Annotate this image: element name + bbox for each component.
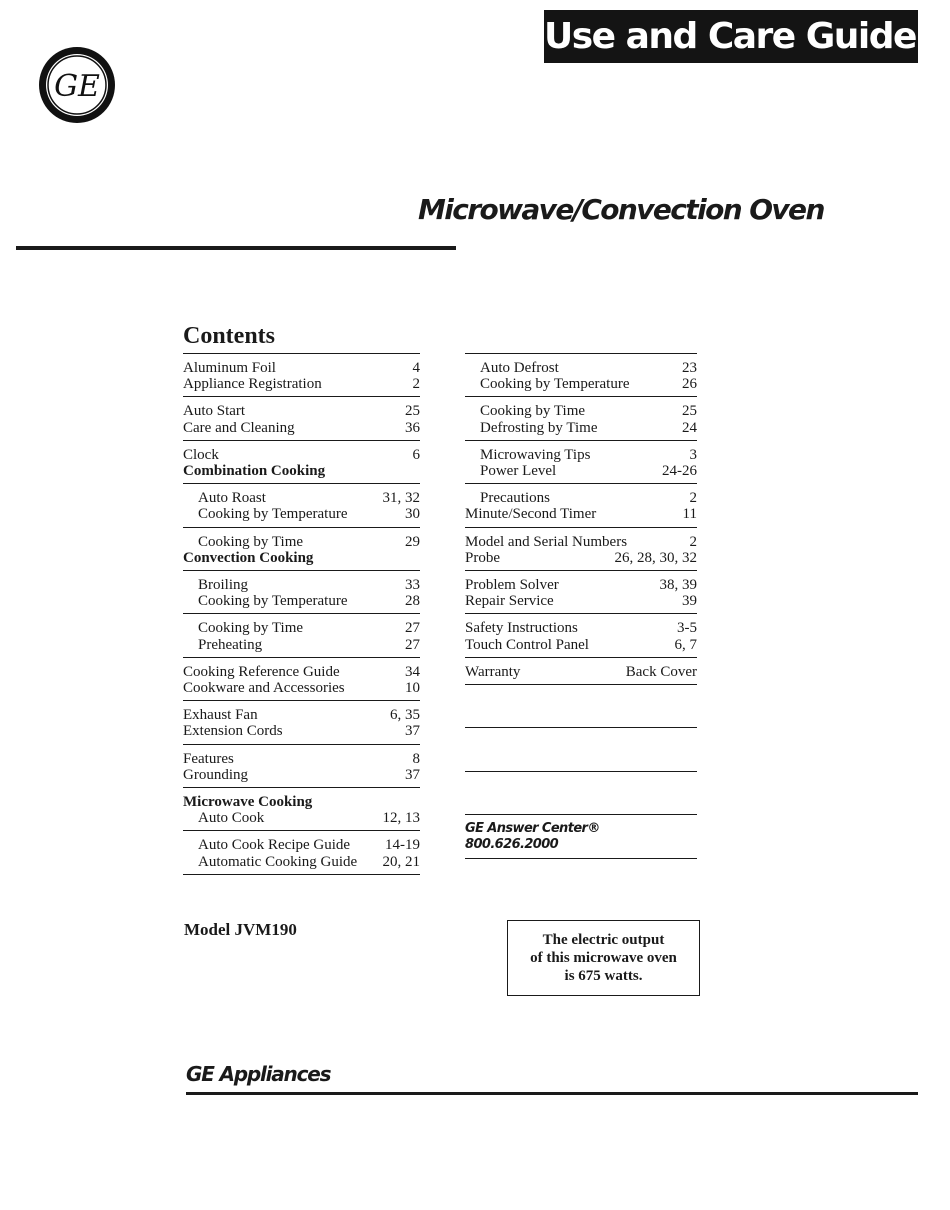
output-note-line: The electric output (542, 932, 665, 948)
entry-label: Safety Instructions (465, 620, 578, 637)
entry-label: Precautions (480, 490, 550, 507)
contents-group (183, 527, 420, 570)
entry-page: 2 (689, 490, 697, 507)
entry-label: Warranty (465, 663, 521, 680)
entry-page: 27 (405, 636, 420, 653)
entry-page: 38, 39 (659, 577, 697, 594)
entry-page: 25 (682, 403, 697, 420)
entry-label: Automatic Cooking Guide (198, 853, 358, 870)
entry-page: 34 (405, 663, 420, 680)
contents-entry[interactable] (465, 376, 697, 392)
entry-label: 800.626.2000 (465, 837, 559, 853)
contents-entry[interactable] (465, 593, 697, 609)
contents-entry[interactable] (183, 463, 420, 479)
entry-page: 37 (405, 723, 420, 740)
entry-label: Cooking by Temperature (480, 376, 630, 393)
entry-label: Auto Roast (198, 490, 266, 507)
answer-center-line[interactable] (465, 837, 697, 853)
entry-page: 26, 28, 30, 32 (614, 549, 697, 566)
contents-entry[interactable] (183, 360, 420, 376)
contents-entry[interactable] (183, 794, 420, 810)
entry-page: 12, 13 (382, 810, 420, 827)
contents-group (183, 483, 420, 526)
contents-group (465, 771, 697, 814)
contents-entry[interactable] (183, 577, 420, 593)
entry-label: Cooking by Time (198, 620, 304, 637)
contents-group (183, 440, 420, 483)
contents-group (465, 353, 697, 396)
ge-monogram-logo (38, 46, 116, 124)
entry-label: Grounding (183, 766, 248, 783)
entry-label: Defrosting by Time (480, 419, 598, 436)
entry-label: GE Answer Center® (465, 821, 600, 837)
contents-entry[interactable] (465, 403, 697, 419)
contents-entry[interactable] (183, 854, 420, 870)
contents-entry[interactable] (183, 550, 420, 566)
entry-page: 4 (412, 360, 420, 376)
entry-label: Microwaving Tips (480, 446, 591, 463)
contents-entry[interactable] (465, 463, 697, 479)
entry-page: 39 (682, 593, 697, 610)
entry-page: 28 (405, 593, 420, 610)
entry-label: Convection Cooking (183, 549, 314, 566)
entry-label: Aluminum Foil (183, 360, 276, 376)
entry-page: 10 (405, 680, 420, 697)
contents-group (465, 440, 697, 483)
entry-page: 30 (405, 506, 420, 523)
contents-entry[interactable] (465, 447, 697, 463)
entry-label: Probe (465, 549, 500, 566)
entry-label: Appliance Registration (183, 376, 322, 393)
contents-entry[interactable] (183, 707, 420, 723)
contents-entry[interactable] (183, 593, 420, 609)
contents-entry[interactable] (465, 637, 697, 653)
entry-label: Cookware and Accessories (183, 680, 345, 697)
guide-title-banner: Use and Care Guide (544, 10, 918, 63)
entry-label: Auto Defrost (480, 360, 559, 376)
footer-divider (186, 1092, 918, 1095)
contents-group (183, 657, 420, 700)
entry-label: Extension Cords (183, 723, 283, 740)
contents-entry[interactable] (465, 360, 697, 376)
entry-label: Clock (183, 446, 219, 463)
entry-label: Preheating (198, 636, 263, 653)
entry-page: 37 (405, 766, 420, 783)
entry-label: Problem Solver (465, 577, 559, 594)
contents-group (183, 787, 420, 830)
contents-entry[interactable] (183, 490, 420, 506)
entry-page: 20, 21 (382, 853, 420, 870)
contents-group (465, 727, 697, 770)
contents-entry[interactable] (465, 420, 697, 436)
contents-group (465, 527, 697, 570)
contents-group (465, 396, 697, 439)
entry-label: Exhaust Fan (183, 707, 258, 724)
contents-group (183, 700, 420, 743)
contents-entry[interactable] (183, 751, 420, 767)
electric-output-note (507, 920, 700, 996)
entry-page: 26 (682, 376, 697, 393)
model-number: Model JVM190 (184, 920, 297, 939)
entry-label: Combination Cooking (183, 463, 326, 480)
contents-entry[interactable] (183, 620, 420, 636)
contents-entry[interactable] (183, 680, 420, 696)
entry-label: Microwave Cooking (183, 794, 313, 811)
contents-group (465, 814, 697, 858)
contents-entry[interactable] (465, 506, 697, 522)
contents-entry[interactable] (183, 447, 420, 463)
contents-group (183, 744, 420, 787)
contents-entry[interactable] (183, 723, 420, 739)
entry-page: 36 (405, 419, 420, 436)
entry-page: 23 (682, 360, 697, 376)
entry-page: 2 (689, 533, 697, 550)
contents-group (183, 830, 420, 874)
contents-entry[interactable] (183, 403, 420, 419)
contents-entry[interactable] (183, 376, 420, 392)
entry-label: Auto Cook Recipe Guide (198, 837, 351, 854)
entry-label: Care and Cleaning (183, 419, 295, 436)
answer-center-line[interactable] (465, 821, 697, 837)
contents-entry[interactable] (183, 637, 420, 653)
contents-entry[interactable] (183, 664, 420, 680)
entry-label: Cooking by Time (198, 533, 304, 550)
entry-page: 14-19 (385, 837, 420, 854)
contents-entry[interactable] (465, 490, 697, 506)
entry-page: 25 (405, 403, 420, 420)
entry-page: 6, 35 (390, 707, 420, 724)
contents-group (465, 483, 697, 526)
contents-entry[interactable] (183, 837, 420, 853)
entry-label: Touch Control Panel (465, 636, 589, 653)
contents-entry[interactable] (183, 506, 420, 522)
contents-entry[interactable] (183, 810, 420, 826)
output-note-line: is 675 watts. (564, 968, 643, 984)
entry-page: Back Cover (625, 663, 697, 680)
header-divider (16, 246, 456, 250)
entry-label: Cooking by Temperature (198, 506, 348, 523)
contents-entry[interactable] (465, 577, 697, 593)
contents-group (183, 613, 420, 656)
entry-page: 24 (682, 419, 697, 436)
entry-label: Model and Serial Numbers (465, 533, 628, 550)
output-note-line: of this microwave oven (530, 950, 677, 966)
entry-label: Auto Cook (198, 810, 265, 827)
brand-footer: GE Appliances (186, 1062, 331, 1086)
entry-page: 31, 32 (382, 490, 420, 507)
entry-label: Cooking by Time (480, 403, 586, 420)
contents-heading: Contents (183, 323, 276, 349)
entry-page: 6, 7 (674, 636, 697, 653)
contents-entry[interactable] (465, 664, 697, 680)
contents-group (183, 353, 420, 396)
contents-entry[interactable] (465, 620, 697, 636)
contents-group (465, 613, 697, 656)
contents-entry[interactable] (183, 767, 420, 783)
svg-text:GE: GE (54, 69, 100, 104)
entry-page: 3-5 (677, 620, 697, 637)
contents-group (465, 657, 697, 684)
entry-label: Broiling (198, 577, 249, 594)
entry-page: 8 (412, 750, 420, 767)
entry-label: Auto Start (183, 403, 246, 420)
entry-page: 33 (405, 577, 420, 594)
contents-entry[interactable] (183, 534, 420, 550)
contents-right-column (465, 353, 697, 859)
contents-group (465, 570, 697, 613)
entry-label: Power Level (480, 463, 557, 480)
entry-page: 6 (412, 446, 420, 463)
entry-label: Cooking Reference Guide (183, 663, 340, 680)
entry-label: Features (183, 750, 234, 767)
entry-page: 29 (405, 533, 420, 550)
entry-label: Minute/Second Timer (465, 506, 597, 523)
contents-group (465, 684, 697, 727)
entry-page: 24-26 (662, 463, 697, 480)
contents-left-column (183, 353, 420, 875)
entry-label: Cooking by Temperature (198, 593, 348, 610)
contents-entry[interactable] (183, 420, 420, 436)
entry-page: 3 (689, 446, 697, 463)
contents-group (183, 570, 420, 613)
contents-entry[interactable] (465, 534, 697, 550)
entry-label: Repair Service (465, 593, 554, 610)
contents-group (183, 396, 420, 439)
entry-page: 2 (412, 376, 420, 393)
contents-entry[interactable] (465, 550, 697, 566)
entry-page: 27 (405, 620, 420, 637)
entry-page: 11 (682, 506, 697, 523)
product-subtitle: Microwave/Convection Oven (418, 193, 824, 226)
